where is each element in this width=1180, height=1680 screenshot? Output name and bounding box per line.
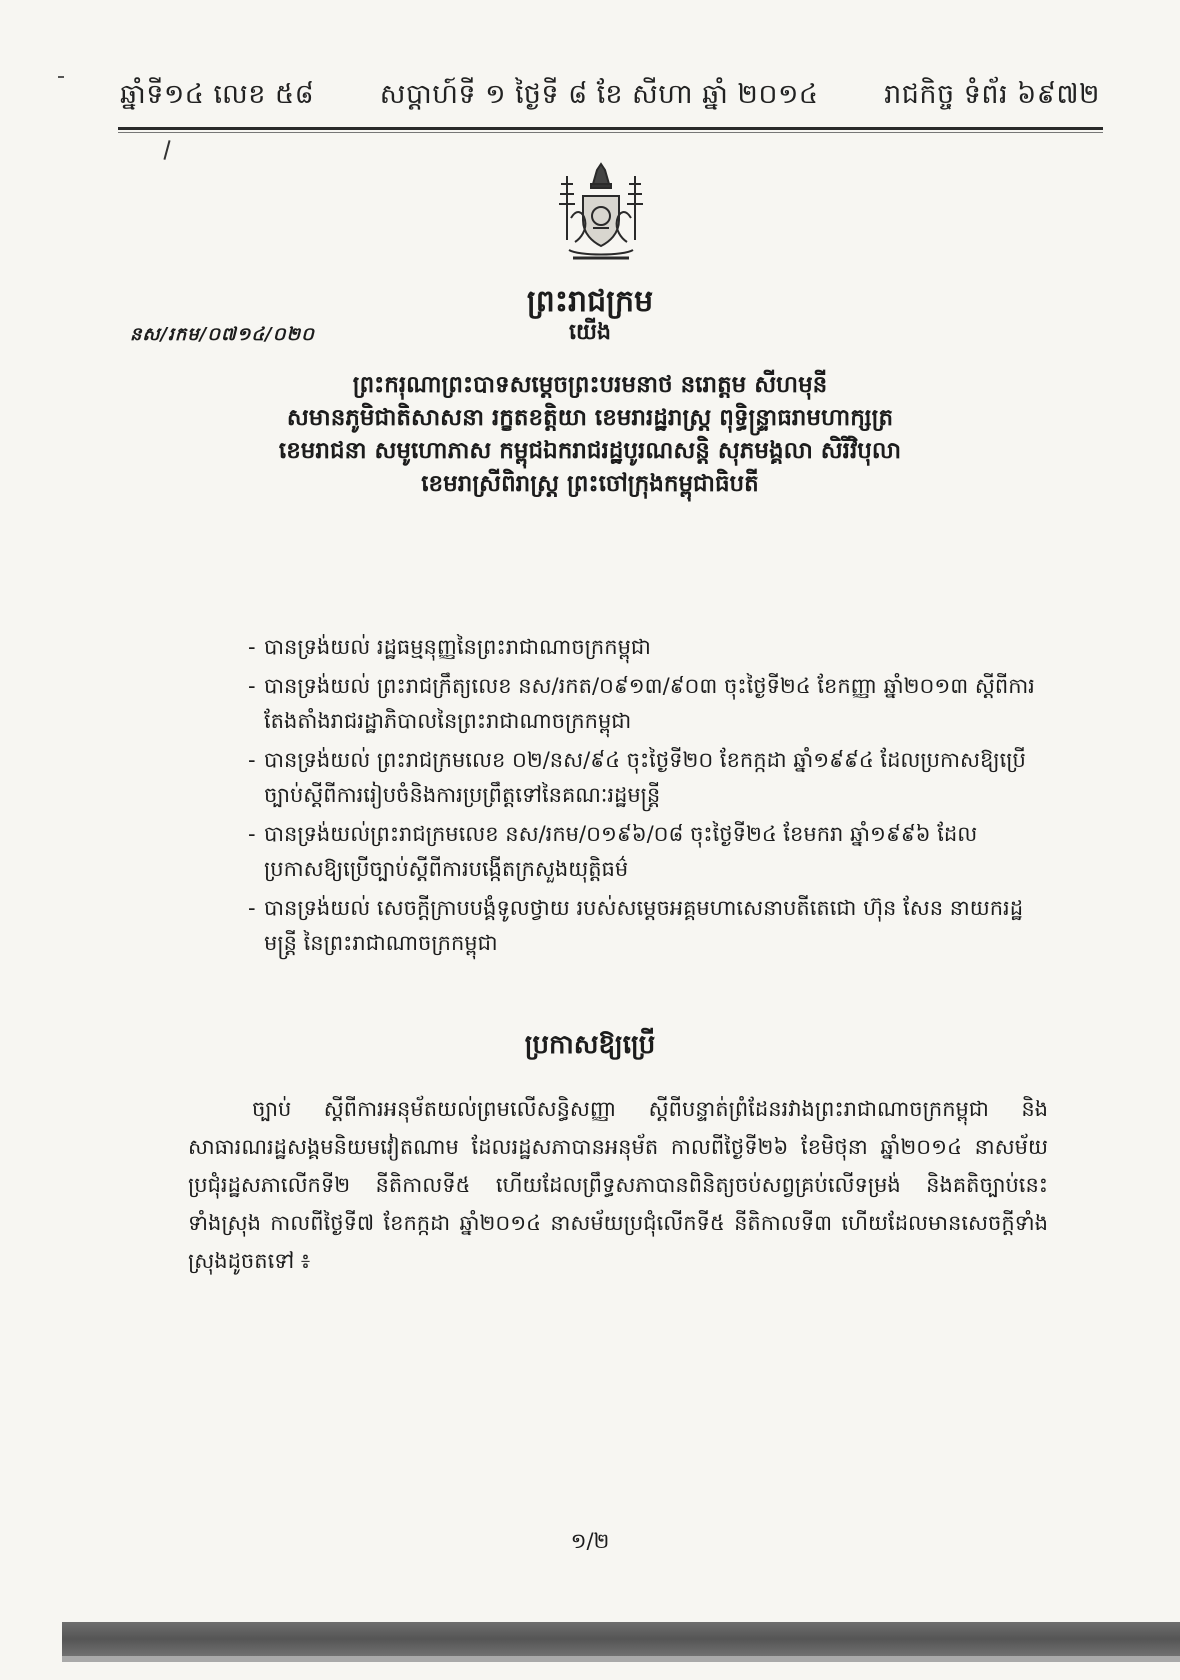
gazette-date: សប្តាហ៍ទី ១ ថ្ងៃទី ៨ ខែ សីហា ឆ្នាំ ២០១៤ <box>379 79 819 110</box>
preamble-item: - បានទ្រង់យល់ សេចក្តីក្រាបបង្គំទូលថ្វាយ របស់សម្តេចអគ្គមហាសេនាបតីតេជោ ហ៊ុន សែន នាយករដ្ឋមន្ត្រី នៃព្រះរាជាណាចក្រកម្ពុជា <box>248 891 1048 961</box>
preamble-item: - បានទ្រង់យល់ រដ្ឋធម្មនុញ្ញនៃព្រះរាជាណាចក្រកម្ពុជា <box>248 630 1048 665</box>
we-heading: យើង <box>569 320 611 345</box>
king-title-line: ខេមរាជនា សមូហោភាស កម្ពុជឯករាជរដ្ឋបូរណសន្តិ សុភមង្គលា សិរីវិបុលា <box>278 437 902 464</box>
scan-bottom-band <box>62 1622 1180 1656</box>
proclaim-heading: ប្រកាសឱ្យប្រើ <box>524 1030 656 1060</box>
gazette-year-issue: ឆ្នាំទី១៤ លេខ ៥៨ <box>120 79 315 110</box>
preamble-item: - បានទ្រង់យល់ ព្រះរាជក្រឹត្យលេខ នស/រកត/០៩១៣/៩០៣ ចុះថ្ងៃទី២៤ ខែកញ្ញា ឆ្នាំ២០១៣ ស្តីពីការតែងតាំងរាជរដ្ឋាភិបាលនៃព្រះរាជាណាចក្រកម្ពុជា <box>248 669 1048 739</box>
header-rule-thin <box>118 132 1103 133</box>
gazette-header <box>120 78 1100 117</box>
scan-edge-mark <box>58 76 64 78</box>
king-title-line: ខេមរាស្រីពិរាស្ត្រ ព្រះចៅក្រុងកម្ពុជាធិបតី <box>421 470 759 497</box>
king-title-line: ព្រះករុណាព្រះបាទសម្តេចព្រះបរមនាថ នរោត្តម សីហមុនី <box>352 371 828 398</box>
royal-coat-of-arms-icon <box>553 162 649 267</box>
preamble-list <box>248 630 1048 965</box>
preamble-item: - បានទ្រង់យល់ព្រះរាជក្រមលេខ នស/រកម/០១៩៦/០៨ ចុះថ្ងៃទី២៤ ខែមករា ឆ្នាំ១៩៩៦ ដែលប្រកាសឱ្យប្រើច្បាប់ស្តីពីការបង្កើតក្រសួងយុត្តិធម៌ <box>248 817 1048 887</box>
king-title-line: សមានភូមិជាតិសាសនា រក្ខតខត្តិយា ខេមរារដ្ឋរាស្ត្រ ពុទ្ធិន្ទ្រាធរាមហាក្សត្រ <box>286 404 894 431</box>
gazette-page: រាជកិច្ច ទំព័រ ៦៩៧២ <box>884 79 1100 110</box>
header-rule <box>118 127 1103 130</box>
reference-number: នស/រកម/០៧១៤/០២០ <box>130 324 315 345</box>
pen-tick-mark <box>163 140 170 160</box>
scan-bottom-edge <box>62 1656 1180 1662</box>
body-paragraph: ច្បាប់ ស្តីពីការអនុម័តយល់ព្រមលើសន្ធិសញ្ញា ស្តីពីបន្ទាត់ព្រំដែនរវាងព្រះរាជាណាចក្រកម្ពុជា និងសាធារណរដ្ឋសង្គមនិយមវៀតណាម ដែលរដ្ឋសភាបានអនុម័ត កាលពីថ្ងៃទី២៦ ខែមិថុនា ឆ្នាំ២០១៤ នាសម័យប្រជុំរដ្ឋសភាលើកទី២ នីតិកាលទី៥ ហើយដែលព្រឹទ្ធសភាបានពិនិត្យចប់សព្វគ្រប់លើទម្រង់ និងគតិច្បាប់នេះទាំងស្រុង កាលពីថ្ងៃទី៧ ខែកក្កដា ឆ្នាំ២០១៤ នាសម័យប្រជុំលើកទី៥ នីតិកាលទី៣ ហើយដែលមានសេចក្តីទាំងស្រុងដូចតទៅ ៖ <box>188 1097 1048 1273</box>
king-titles <box>150 368 1030 500</box>
page-number: ១/២ <box>570 1529 610 1553</box>
preamble-item: - បានទ្រង់យល់ ព្រះរាជក្រមលេខ ០២/នស/៩៤ ចុះថ្ងៃទី២០ ខែកក្កដា ឆ្នាំ១៩៩៤ ដែលប្រកាសឱ្យប្រើច្បាប់ស្តីពីការរៀបចំនិងការប្រព្រឹត្តទៅនៃគណៈរដ្ឋមន្ត្រី <box>248 743 1048 813</box>
decree-title: ព្រះរាជក្រម <box>526 284 654 319</box>
